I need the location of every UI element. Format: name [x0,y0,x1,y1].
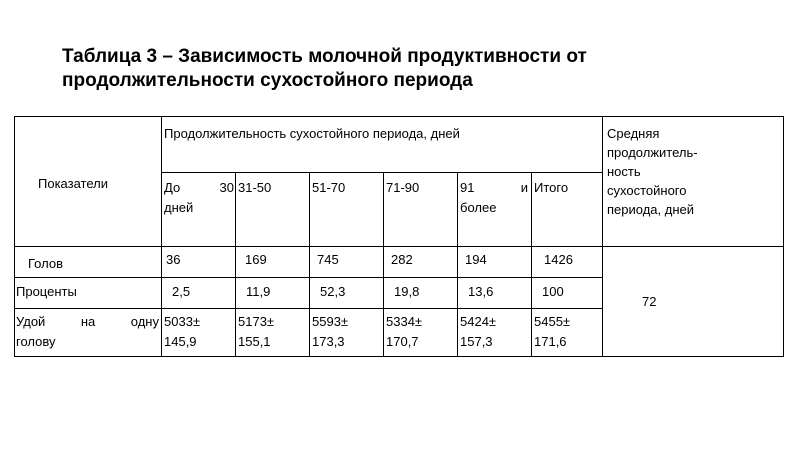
col-header-91-plus-a: 91 [460,180,475,195]
table-line-row2 [14,308,602,309]
header-indicators-text: Показатели [38,176,108,191]
row-yield-value-3-mean: 5593± [312,314,349,329]
row-heads-value-4: 282 [391,252,413,267]
row-percent-label-text: Проценты [16,284,77,299]
col-header-up-to-30 [164,178,234,218]
col-header-total-text: Итого [534,180,569,195]
caption-line-2: продолжительности сухостойного периода [62,70,473,91]
header-average-line-2: продолжитель- [607,145,698,160]
row-yield-value-5-error: 157,3 [460,334,493,349]
header-duration-group [164,124,460,144]
row-yield-value-1-mean: 5033± [164,314,201,329]
average-duration-value-text: 72 [642,294,657,309]
table-col-line-4 [383,172,384,357]
col-header-91-plus [460,178,528,218]
table-border-left [14,116,15,357]
row-heads-value [465,250,487,270]
table-col-line-5 [457,172,458,357]
col-header-51-70-text: 51-70 [312,180,346,195]
row-heads-label-text: Голов [28,256,63,271]
row-yield-label-word-2: на [80,314,96,329]
row-heads-value-6: 1426 [544,252,573,267]
table-border-top [14,116,784,117]
row-percent-value [246,282,270,302]
row-heads-value-5: 194 [465,252,487,267]
table-col-line-7 [602,116,603,357]
row-heads-value [166,250,180,270]
row-heads-value [391,250,413,270]
row-percent-value-4: 19,8 [394,284,420,299]
row-yield-value [534,312,570,352]
row-heads-value [544,250,573,270]
row-percent-value-5: 13,6 [468,284,494,299]
row-yield-label-word-3: одну [130,314,159,329]
col-header-91-plus-c: более [460,200,497,215]
header-average [607,124,698,219]
row-yield-value-1-error: 145,9 [164,334,197,349]
row-yield-value-6-mean: 5455± [534,314,571,329]
col-header-31-50 [238,178,271,198]
row-yield-value [460,312,496,352]
table-col-line-6 [531,172,532,357]
header-average-line-5: периода, дней [607,202,695,217]
col-header-up-to-30-b: 30 [219,180,234,195]
col-header-total [534,178,568,198]
row-percent-label [16,282,77,302]
row-percent-value [542,282,564,302]
row-percent-value-2: 11,9 [246,284,271,299]
table-line-header-bottom [14,246,602,247]
table-line-subheader [161,172,602,173]
row-yield-value-5-mean: 5424± [460,314,497,329]
col-header-51-70 [312,178,345,198]
row-yield-value-2-mean: 5173± [238,314,275,329]
data-table [14,116,784,357]
row-yield-value [386,312,422,352]
row-yield-value-3-error: 173,3 [312,334,345,349]
col-header-71-90-text: 71-90 [386,180,420,195]
row-heads-value-3: 745 [317,252,339,267]
row-percent-value [468,282,493,302]
row-yield-value-6-error: 171,6 [534,334,567,349]
row-percent-value [320,282,345,302]
row-percent-value-1: 2,5 [172,284,191,299]
header-duration-group-text: Продолжительность сухостойного периода, дней [164,126,460,141]
row-heads-value [245,250,267,270]
row-percent-value [172,282,190,302]
row-yield-label-line-2: голову [16,334,56,349]
row-percent-value [394,282,419,302]
header-average-line-1: Средняя [607,126,660,141]
row-yield-value-2-error: 155,1 [238,334,271,349]
row-yield-label-word-1: Удой [16,314,46,329]
row-yield-value-4-error: 170,7 [386,334,419,349]
row-yield-value [312,312,348,352]
table-line-row1 [14,277,602,278]
row-yield-label [16,312,159,352]
row-heads-value-2: 169 [245,252,267,267]
row-heads-label [28,254,63,274]
header-average-line-3: ность [607,164,641,179]
table-col-line-2 [235,172,236,357]
row-percent-value-3: 52,3 [320,284,346,299]
table-border-bottom [14,356,784,357]
col-header-31-50-text: 31-50 [238,180,272,195]
header-indicators [38,174,108,194]
table-border-right [783,116,784,357]
table-col-line-1 [161,116,162,357]
table-line-header-right [602,246,784,247]
average-duration-value [642,292,656,312]
col-header-up-to-30-c: дней [164,200,194,215]
row-heads-value-1: 36 [166,252,181,267]
row-percent-value-6: 100 [542,284,564,299]
row-yield-value-4-mean: 5334± [386,314,423,329]
row-yield-value [238,312,274,352]
col-header-71-90 [386,178,419,198]
table-col-line-3 [309,172,310,357]
row-yield-value [164,312,200,352]
table-caption [62,45,762,93]
col-header-up-to-30-a: До [164,180,181,195]
row-heads-value [317,250,339,270]
header-average-line-4: сухостойного [607,183,687,198]
caption-line-1: Таблица 3 – Зависимость молочной продуктивности от [62,46,587,67]
col-header-91-plus-b: и [520,180,528,195]
